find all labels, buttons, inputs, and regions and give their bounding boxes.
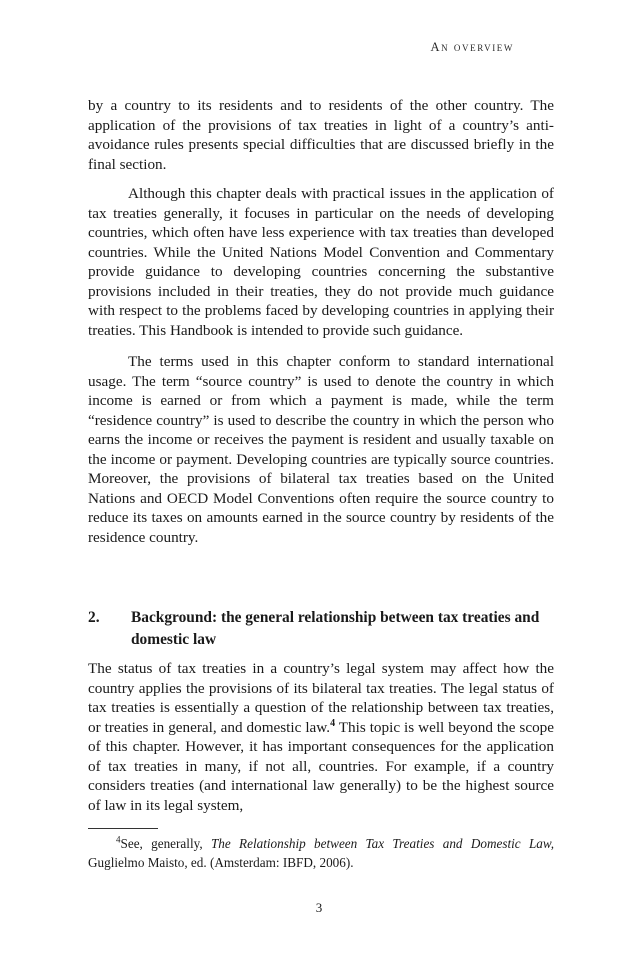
paragraph-3: The terms used in this chapter conform to standard international usage. The term “source country” is used to denote the country in which income is earned or from which a payment is made, while the term “residence country” is used to describe the country in which the person who earns the income or receives the payment is resident and usually taxable on the income or payment. Developing countries are typically source countries. Moreover, the provisions of bilateral tax treaties based on the United Nations and OECD Model Conventions often require the source country to reduce its taxes on amounts earned in the source country by residents of the residence country. — [88, 353, 554, 546]
page-number: 3 — [315, 900, 323, 915]
footnote — [88, 834, 554, 872]
running-head: An overview — [430, 40, 514, 54]
section-title: Background: the general relationship between tax treaties and domestic law — [131, 609, 540, 648]
footnote-lead: See, generally, — [120, 836, 211, 851]
section-heading — [88, 607, 554, 651]
paragraph-2: Although this chapter deals with practical issues in the application of tax treaties generally, it focuses in particular on the needs of developing countries, which often have less experience with tax treaties than developed countries. While the United Nations Model Convention and Commentary provide guidance to developing countries concerning the substantive provisions included in their treaties, they do not provide much guidance with respect to the problems faced by developing countries in applying their treaties. This Handbook is intended to provide such guidance. — [88, 185, 554, 339]
section-number: 2. — [88, 609, 100, 626]
section-paragraph-1 — [88, 659, 554, 815]
section-paragraph-1-start: The status of tax treaties in a country’s legal system may affect how the country applies the provisions of its bilateral tax treaties. The legal status of tax treaties is essentially a question of the relationship between tax treaties, or treaties in general, and domestic law. — [88, 660, 554, 736]
footnote-title: The Relationship between Tax Treaties and Domestic Law, — [210, 836, 554, 851]
section-paragraph-1-end: This topic is well beyond the scope of this chapter. However, it has important consequences for the application of tax treaties in many, if not all, countries. For example, if a country considers treaties (and international law generally) to be the highest source of law in its legal system, — [88, 718, 554, 814]
footnote-reference[interactable]: 4 — [330, 717, 336, 729]
body-text — [88, 96, 554, 547]
footnote-rest: Guglielmo Maisto, ed. (Amsterdam: IBFD, 2006). — [88, 855, 354, 870]
paragraph-1: by a country to its residents and to residents of the other country. The application of the provisions of tax treaties in light of a country’s anti-avoidance rules presents special difficulties that are discussed briefly in the final section. — [88, 97, 554, 173]
section-body-text — [88, 659, 554, 815]
footnote-divider — [88, 828, 158, 829]
footnote-mark: 4 — [116, 834, 121, 845]
